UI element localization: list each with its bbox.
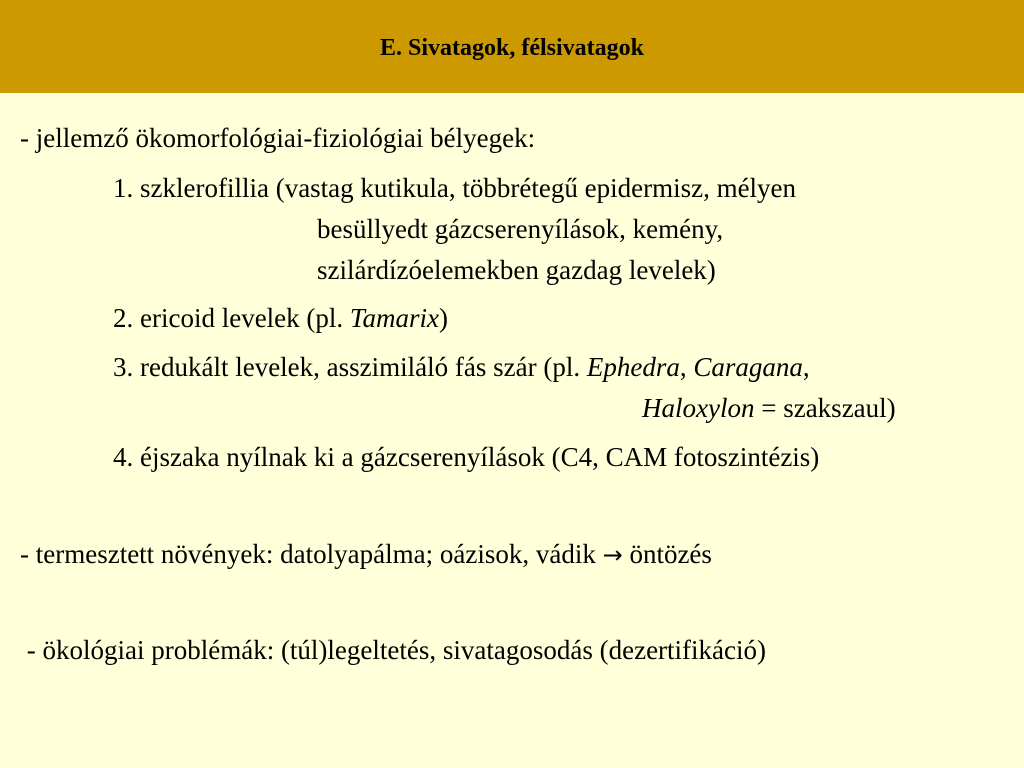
item3-suffix: = szakszaul) xyxy=(754,393,896,423)
item2 xyxy=(113,302,448,334)
item3-genus-haloxylon: Haloxylon xyxy=(642,393,755,423)
item3-prefix: 3. redukált levelek, asszimiláló fás szár (pl. xyxy=(113,352,587,382)
slide-title: E. Sivatagok, félsivatagok xyxy=(379,35,645,61)
crops-suffix: öntözés xyxy=(622,539,712,569)
crops-semicolon: ; xyxy=(425,539,434,569)
item3-separator-1: , xyxy=(679,352,694,382)
item3-separator-2: , xyxy=(802,352,810,382)
item3-line1 xyxy=(113,351,810,383)
crops-middle: oázisok, vádik xyxy=(433,539,603,569)
item3-genus-caragana: Caragana xyxy=(693,352,803,382)
item1-line1: 1. szklerofillia (vastag kutikula, többrétegű epidermisz, mélyen xyxy=(113,173,797,203)
item2-suffix: ) xyxy=(438,303,448,333)
item2-genus: Tamarix xyxy=(349,303,439,333)
problems-line: - ökológiai problémák: (túl)legeltetés, sivatagosodás (dezertifikáció) xyxy=(20,635,766,665)
item1-line3: szilárdízóelemekben gazdag levelek) xyxy=(317,255,716,285)
item2-prefix: 2. ericoid levelek (pl. xyxy=(113,303,350,333)
item4: 4. éjszaka nyílnak ki a gázcserenyílások (C4, CAM fotoszintézis) xyxy=(113,442,820,472)
item1-line2: besüllyedt gázcserenyílások, kemény, xyxy=(317,214,724,244)
arrow-right-icon: → xyxy=(602,541,623,569)
item3-line2 xyxy=(642,392,896,424)
crops-line xyxy=(20,538,712,571)
item3-genus-ephedra: Ephedra xyxy=(586,352,680,382)
traits-heading: - jellemző ökomorfológiai-fiziológiai bélyegek: xyxy=(20,123,536,153)
title-bar xyxy=(0,0,1024,93)
crops-prefix: - termesztett növények: datolyapálma xyxy=(20,539,426,569)
